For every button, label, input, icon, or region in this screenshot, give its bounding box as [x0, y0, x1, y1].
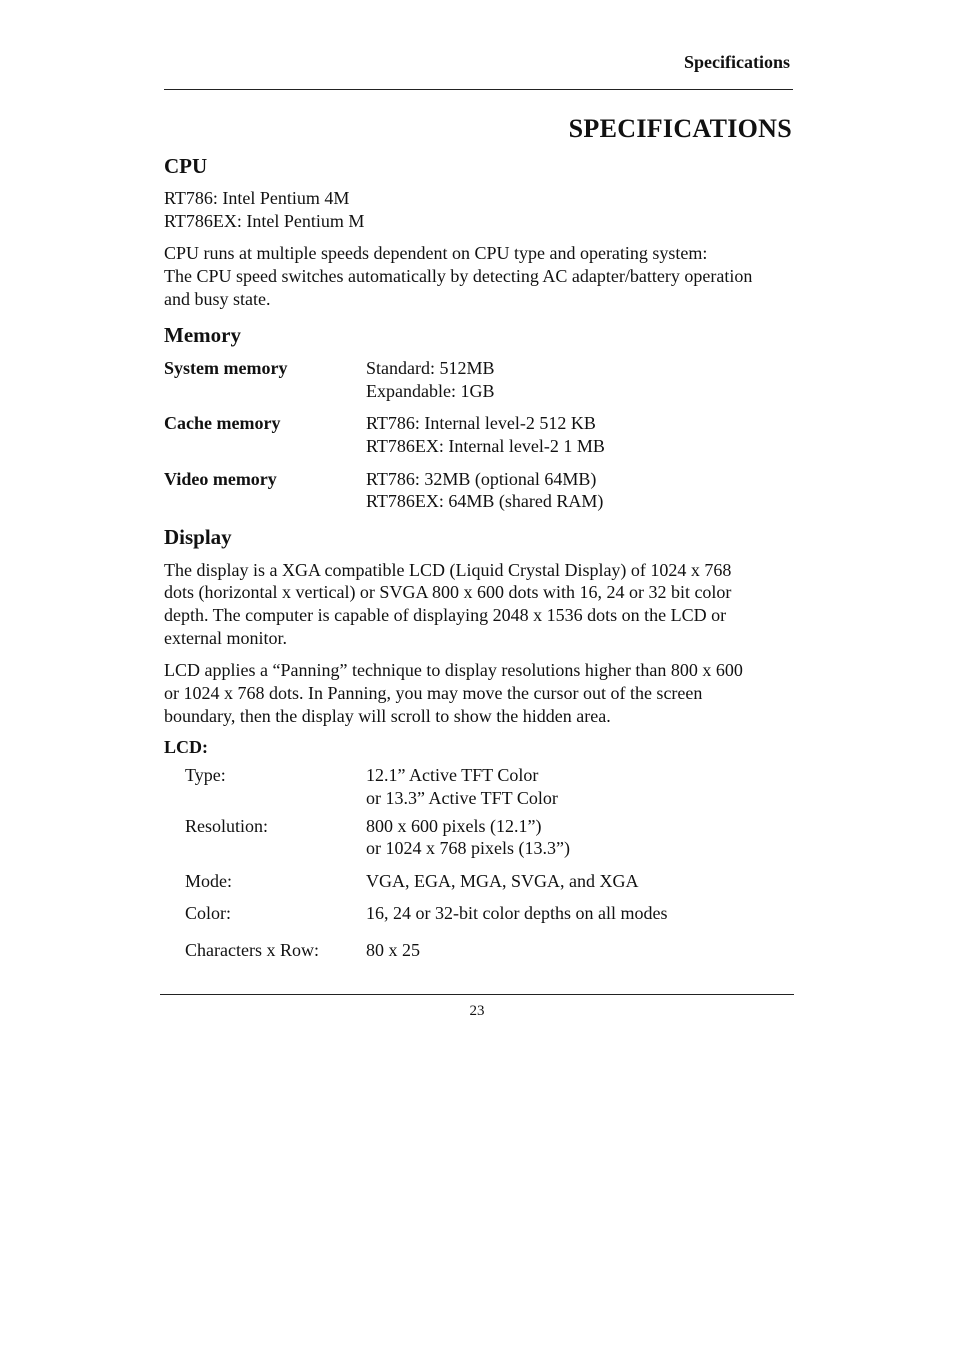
page-number: 23: [469, 1003, 485, 1019]
running-header: Specifications: [684, 52, 790, 72]
system-memory-label: System memory: [164, 358, 288, 378]
cpu-heading: CPU: [164, 154, 208, 178]
footer-rule: [160, 994, 794, 995]
system-memory-value: Expandable: 1GB: [366, 381, 495, 401]
lcd-characters-value: 80 x 25: [366, 940, 420, 960]
display-paragraph-line: dots (horizontal x vertical) or SVGA 800 x 600 dots with 16, 24 or 32 bit color: [164, 582, 732, 602]
panning-paragraph-line: LCD applies a “Panning” technique to display resolutions higher than 800 x 600: [164, 660, 743, 680]
panning-paragraph-line: or 1024 x 768 dots. In Panning, you may move the cursor out of the screen: [164, 683, 703, 703]
video-memory-value: RT786EX: 64MB (shared RAM): [366, 491, 604, 511]
panning-paragraph-line: boundary, then the display will scroll to show the hidden area.: [164, 706, 611, 726]
cpu-paragraph-line: and busy state.: [164, 289, 271, 309]
lcd-resolution-value: or 1024 x 768 pixels (13.3”): [366, 838, 570, 858]
lcd-type-value: 12.1” Active TFT Color: [366, 765, 539, 785]
display-heading: Display: [164, 525, 232, 549]
system-memory-value: Standard: 512MB: [366, 358, 495, 378]
lcd-characters-label: Characters x Row:: [185, 940, 319, 960]
display-paragraph-line: external monitor.: [164, 628, 287, 648]
display-paragraph-line: depth. The computer is capable of displaying 2048 x 1536 dots on the LCD or: [164, 605, 727, 625]
cpu-paragraph-line: The CPU speed switches automatically by detecting AC adapter/battery operation: [164, 266, 753, 286]
lcd-mode-value: VGA, EGA, MGA, SVGA, and XGA: [366, 871, 639, 891]
page-title: SPECIFICATIONS: [568, 114, 792, 143]
cpu-model: RT786: Intel Pentium 4M: [164, 188, 350, 208]
lcd-mode-label: Mode:: [185, 871, 232, 891]
lcd-resolution-label: Resolution:: [185, 816, 269, 836]
cache-memory-value: RT786EX: Internal level-2 1 MB: [366, 436, 605, 456]
memory-heading: Memory: [164, 323, 241, 347]
lcd-type-value: or 13.3” Active TFT Color: [366, 788, 558, 808]
lcd-color-label: Color:: [185, 903, 232, 923]
cpu-model: RT786EX: Intel Pentium M: [164, 211, 365, 231]
cache-memory-label: Cache memory: [164, 413, 281, 433]
header-rule: [164, 89, 793, 90]
video-memory-value: RT786: 32MB (optional 64MB): [366, 469, 597, 489]
lcd-type-label: Type:: [185, 765, 226, 785]
display-paragraph-line: The display is a XGA compatible LCD (Liquid Crystal Display) of 1024 x 768: [164, 560, 732, 580]
cache-memory-value: RT786: Internal level-2 512 KB: [366, 413, 596, 433]
video-memory-label: Video memory: [164, 469, 277, 489]
lcd-label: LCD:: [164, 737, 208, 757]
lcd-resolution-value: 800 x 600 pixels (12.1”): [366, 816, 542, 836]
lcd-color-value: 16, 24 or 32-bit color depths on all modes: [366, 903, 668, 923]
cpu-paragraph-line: CPU runs at multiple speeds dependent on CPU type and operating system:: [164, 243, 708, 263]
